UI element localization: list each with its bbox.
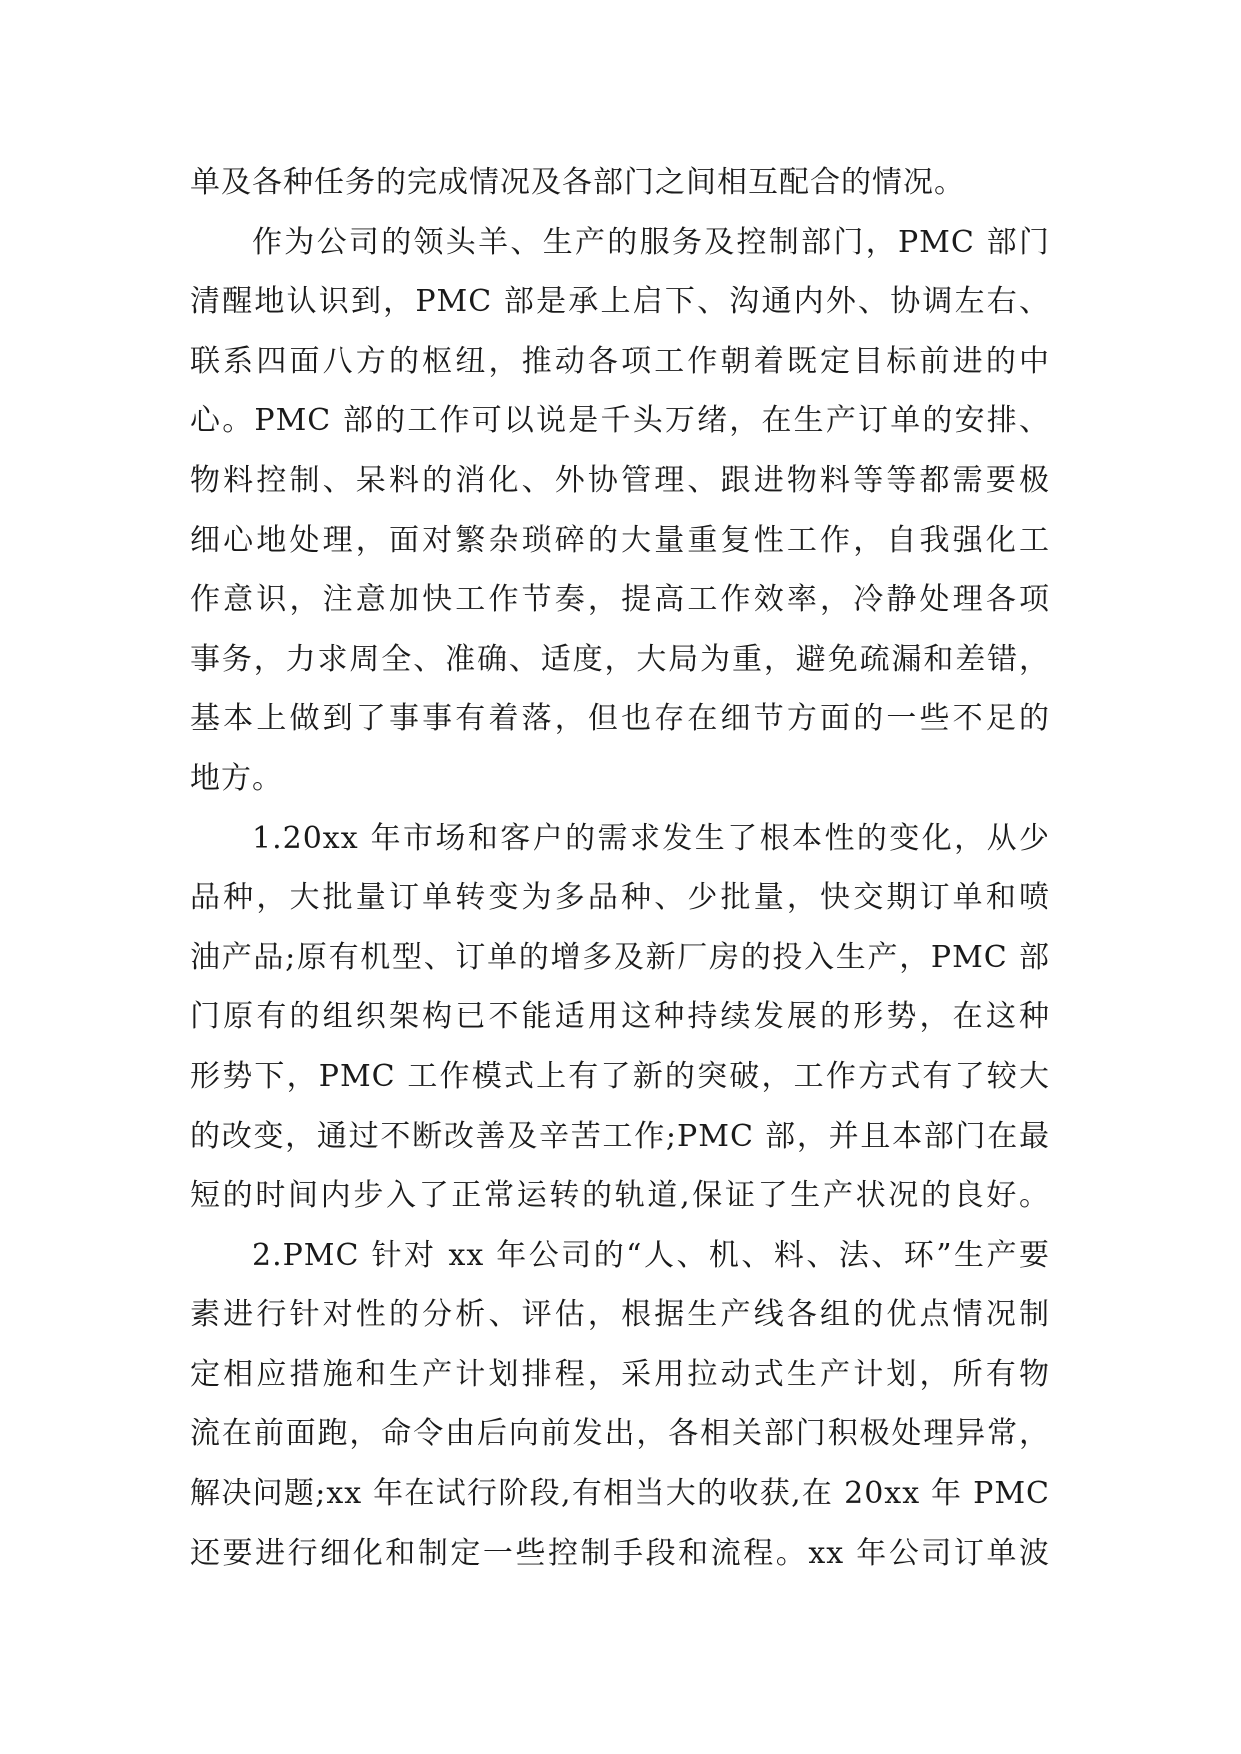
text-line: 形势下，PMC 工作模式上有了新的突破，工作方式有了较大 <box>190 1058 1050 1094</box>
text-line: 心。PMC 部的工作可以说是千头万绪，在生产订单的安排、 <box>190 403 1050 439</box>
text-line: 清醒地认识到，PMC 部是承上启下、沟通内外、协调左右、 <box>190 284 1050 320</box>
text-line: 油产品;原有机型、订单的增多及新厂房的投入生产，PMC 部 <box>190 939 1050 975</box>
text-line: 1.20xx 年市场和客户的需求发生了根本性的变化，从少 <box>252 820 1050 856</box>
paragraph-item-1 <box>190 809 1050 1226</box>
text-line: 2.PMC 针对 xx 年公司的“人、机、料、法、环”生产要 <box>252 1237 1050 1273</box>
text-line: 基本上做到了事事有着落，但也存在细节方面的一些不足的 <box>190 701 1050 737</box>
text-line: 物料控制、呆料的消化、外协管理、跟进物料等等都需要极 <box>190 462 1050 498</box>
text-line: 短的时间内步入了正常运转的轨道,保证了生产状况的良好。 <box>190 1178 1050 1214</box>
paragraph-continuation <box>190 153 1050 213</box>
text-line: 细心地处理，面对繁杂琐碎的大量重复性工作，自我强化工 <box>190 522 1050 558</box>
text-line: 素进行针对性的分析、评估，根据生产线各组的优点情况制 <box>190 1297 1050 1333</box>
document-body <box>190 153 1050 1583</box>
text-line: 单及各种任务的完成情况及各部门之间相互配合的情况。 <box>190 165 965 200</box>
text-line: 品种，大批量订单转变为多品种、少批量，快交期订单和喷 <box>190 880 1050 916</box>
text-line: 地方。 <box>190 760 283 796</box>
text-line: 联系四面八方的枢纽，推动各项工作朝着既定目标前进的中 <box>190 343 1050 379</box>
text-line: 门原有的组织架构已不能适用这种持续发展的形势，在这种 <box>190 999 1050 1035</box>
text-line: 作为公司的领头羊、生产的服务及控制部门，PMC 部门 <box>252 224 1050 260</box>
text-line: 流在前面跑，命令由后向前发出，各相关部门积极处理异常， <box>190 1416 1050 1452</box>
text-line: 还要进行细化和制定一些控制手段和流程。xx 年公司订单波 <box>190 1535 1050 1571</box>
text-line: 事务，力求周全、准确、适度，大局为重，避免疏漏和差错， <box>190 641 1050 677</box>
text-line: 作意识，注意加快工作节奏，提高工作效率，冷静处理各项 <box>190 582 1050 618</box>
paragraph-item-2 <box>190 1226 1050 1584</box>
text-line: 解决问题;xx 年在试行阶段,有相当大的收获,在 20xx 年 PMC <box>190 1476 1050 1512</box>
paragraph-pmc-role <box>190 213 1050 809</box>
text-line: 的改变，通过不断改善及辛苦工作;PMC 部，并且本部门在最 <box>190 1118 1050 1154</box>
text-line: 定相应措施和生产计划排程，采用拉动式生产计划，所有物 <box>190 1356 1050 1392</box>
